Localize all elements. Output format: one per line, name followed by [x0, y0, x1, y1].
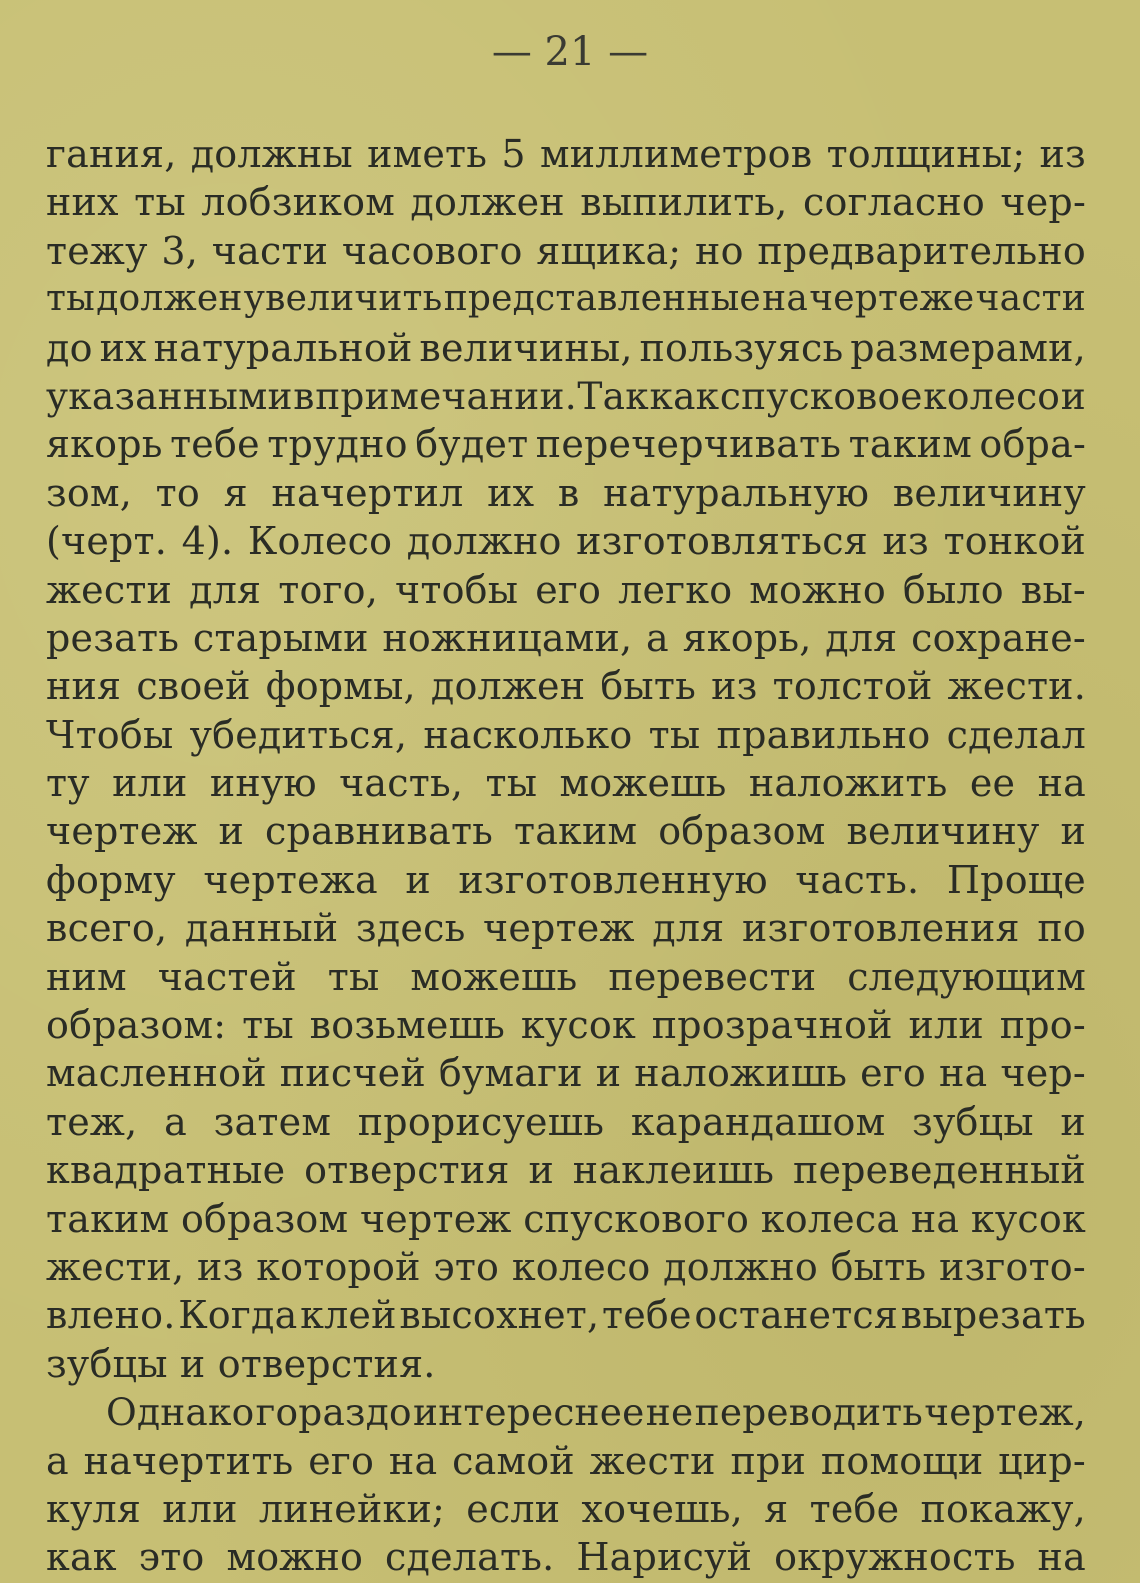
text-line: Чтобы убедиться, насколько ты правильно сделал: [46, 712, 1086, 757]
page-number: — 21 —: [491, 29, 649, 75]
text-line: а начертить его на самой жести при помощи цир-: [46, 1438, 1086, 1483]
text-line: ним частей ты можешь перевести следующим: [46, 954, 1086, 999]
text-line: таким образом чертеж спускового колеса на кусок: [46, 1196, 1086, 1241]
text-line: жести, из которой это колесо должно быть изгото-: [46, 1244, 1086, 1289]
text-line: квадратные отверстия и наклеишь переведенный: [46, 1148, 1086, 1193]
text-line: теж, а затем прорисуешь карандашом зубцы и: [46, 1099, 1086, 1144]
text-line: ту или иную часть, ты можешь наложить ее на: [46, 761, 1086, 806]
text-line: тежу 3, части часового ящика; но предварительно: [46, 228, 1086, 273]
text-line: жести для того, чтобы его легко можно было вы-: [46, 567, 1086, 612]
text-line: указанными в примечании. Так как спусковое колесо и: [46, 373, 1086, 418]
text-line: гания, должны иметь 5 миллиметров толщины; из: [46, 132, 1086, 176]
text-line: чертеж и сравнивать таким образом величину и: [46, 809, 1086, 854]
body-text: [46, 130, 1086, 1582]
text-line: резать старыми ножницами, а якорь, для сохране-: [46, 615, 1086, 660]
text-line: как это можно сделать. Нарисуй окружность на: [46, 1535, 1086, 1580]
text-line: образом: ты возьмешь кусок прозрачной или про-: [46, 1003, 1086, 1048]
text-line: ния своей формы, должен быть из толстой жести.: [46, 664, 1086, 709]
text-line: зом, то я начертил их в натуральную величину: [46, 470, 1086, 515]
text-line: них ты лобзиком должен выпилить, согласно чер-: [46, 180, 1086, 225]
text-line: Однако гораздо интереснее не переводить чертеж,: [106, 1390, 1086, 1435]
text-line: всего, данный здесь чертеж для изготовления по: [46, 906, 1086, 951]
text-line: форму чертежа и изготовленную часть. Проще: [46, 857, 1086, 902]
text-line: куля или линейки; если хочешь, я тебе покажу,: [46, 1486, 1086, 1531]
text-line: якорь тебе трудно будет перечерчивать таким обра-: [46, 422, 1086, 467]
text-line: (черт. 4). Колесо должно изготовляться из тонкой: [46, 519, 1086, 564]
text-line: ты должен увеличить представленные на чертеже части: [46, 278, 1086, 320]
text-line: масленной писчей бумаги и наложишь его на чер-: [46, 1051, 1086, 1096]
text-line: зубцы и отверстия.: [46, 1341, 436, 1386]
text-line: до их натуральной величины, пользуясь размерами,: [46, 325, 1086, 370]
text-line: влено. Когда клей высохнет, тебе останется вырезать: [46, 1293, 1086, 1338]
